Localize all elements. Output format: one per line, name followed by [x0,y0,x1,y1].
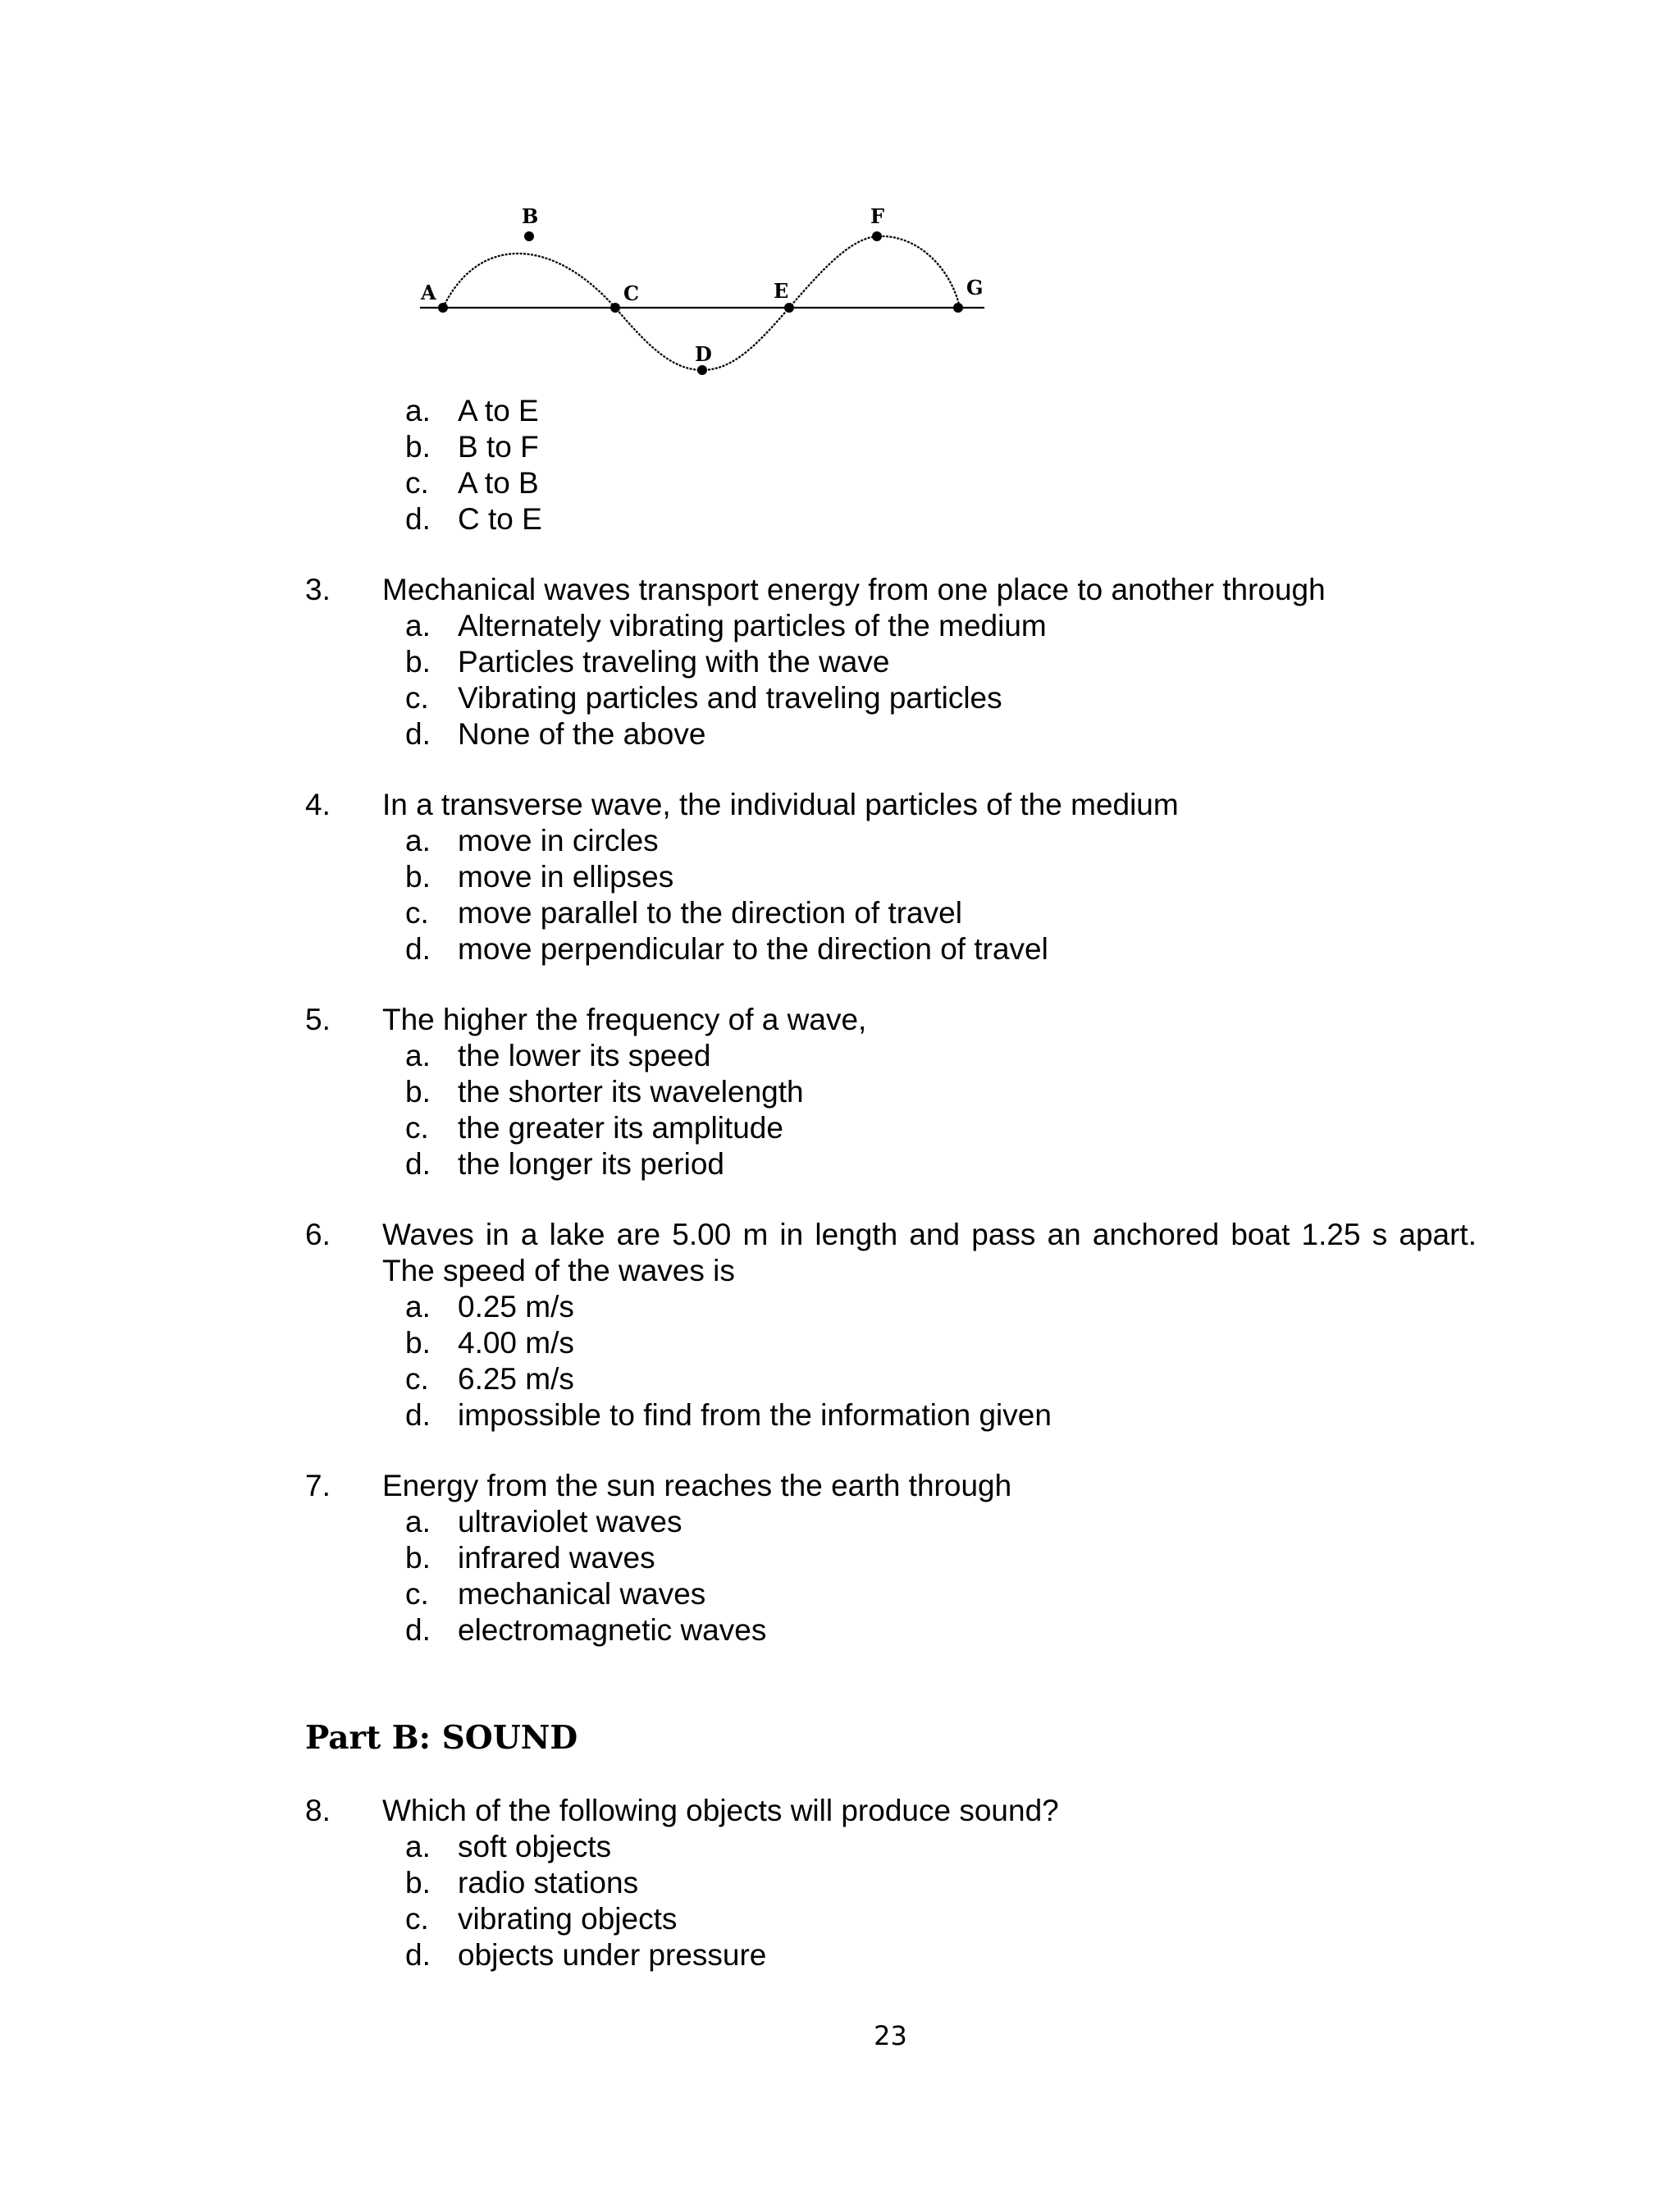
document-page: A B C D E F G a. A to E b. B to F c. A to B d. C to E 3. Mechanical waves transport energy from one place to another through a. Alternately vibrating particles of the medium b. Particles traveling with the wave c. Vibrating particles and traveling particles d. None of the above 4. In a transverse wave, the individual particles of the medium a. move in circles b. move in ellipses c. move parallel to the direction of travel d. move perpendicular to the direction of travel 5. The higher the frequency of a wave, a. the lower its speed b. the shorter its wavelength c. the greater its amplitude d. the longer its period 6. Waves in a lake are 5.00 m in length and pass an anchored boat 1.25 s apart. The speed of the waves is a. 0.25 m/s b. 4.00 m/s c. 6.25 m/s d. impossible to find from the information given 7. Energy from the sun reaches the earth through a. ultraviolet waves b. infrared waves c. mechanical waves d. electromagnetic waves Part B: SOUND 8. Which of the following objects will produce sound? a. soft objects b. radio stations c. vibrating objects d. objects under pressure 23 [0,0,1680,2190]
wave-point-c [610,303,620,313]
wave-label-c: C [623,281,640,305]
wave-point-e [784,303,794,313]
q7-number: 7. [305,1469,331,1502]
q5-number: 5. [305,1003,331,1036]
q7-text: Energy from the sun reaches the earth through [382,1469,1012,1502]
wave-diagram-svg [410,197,1001,394]
wave-diagram [410,197,1001,394]
wave-point-g [953,303,963,313]
section-heading-part-b: Part B: SOUND [305,1719,578,1757]
wave-label-a: A [421,281,436,304]
wave-label-b: B [522,204,539,228]
wave-label-f: F [870,204,885,228]
q4-text: In a transverse wave, the individual particles of the medium [382,788,1179,821]
wave-point-b [524,231,534,241]
wave-point-f [872,231,882,241]
q6-number: 6. [305,1218,331,1251]
q8-number: 8. [305,1794,331,1827]
q8-text: Which of the following objects will produce sound? [382,1794,1059,1827]
wave-label-d: D [695,342,712,366]
q4-number: 4. [305,788,331,821]
wave-point-d [697,365,707,375]
q5-text: The higher the frequency of a wave, [382,1003,867,1036]
q3-number: 3. [305,573,331,606]
wave-label-g: G [966,276,984,299]
wave-point-a [438,303,448,313]
q6-text-line1: Waves in a lake are 5.00 m in length and pass an anchored boat 1.25 s apart. [382,1218,1477,1251]
q6-text-line2: The speed of the waves is [382,1254,735,1287]
q3-text: Mechanical waves transport energy from one place to another through [382,573,1326,606]
wave-label-e: E [774,279,789,303]
page-number: 23 [874,2020,907,2051]
